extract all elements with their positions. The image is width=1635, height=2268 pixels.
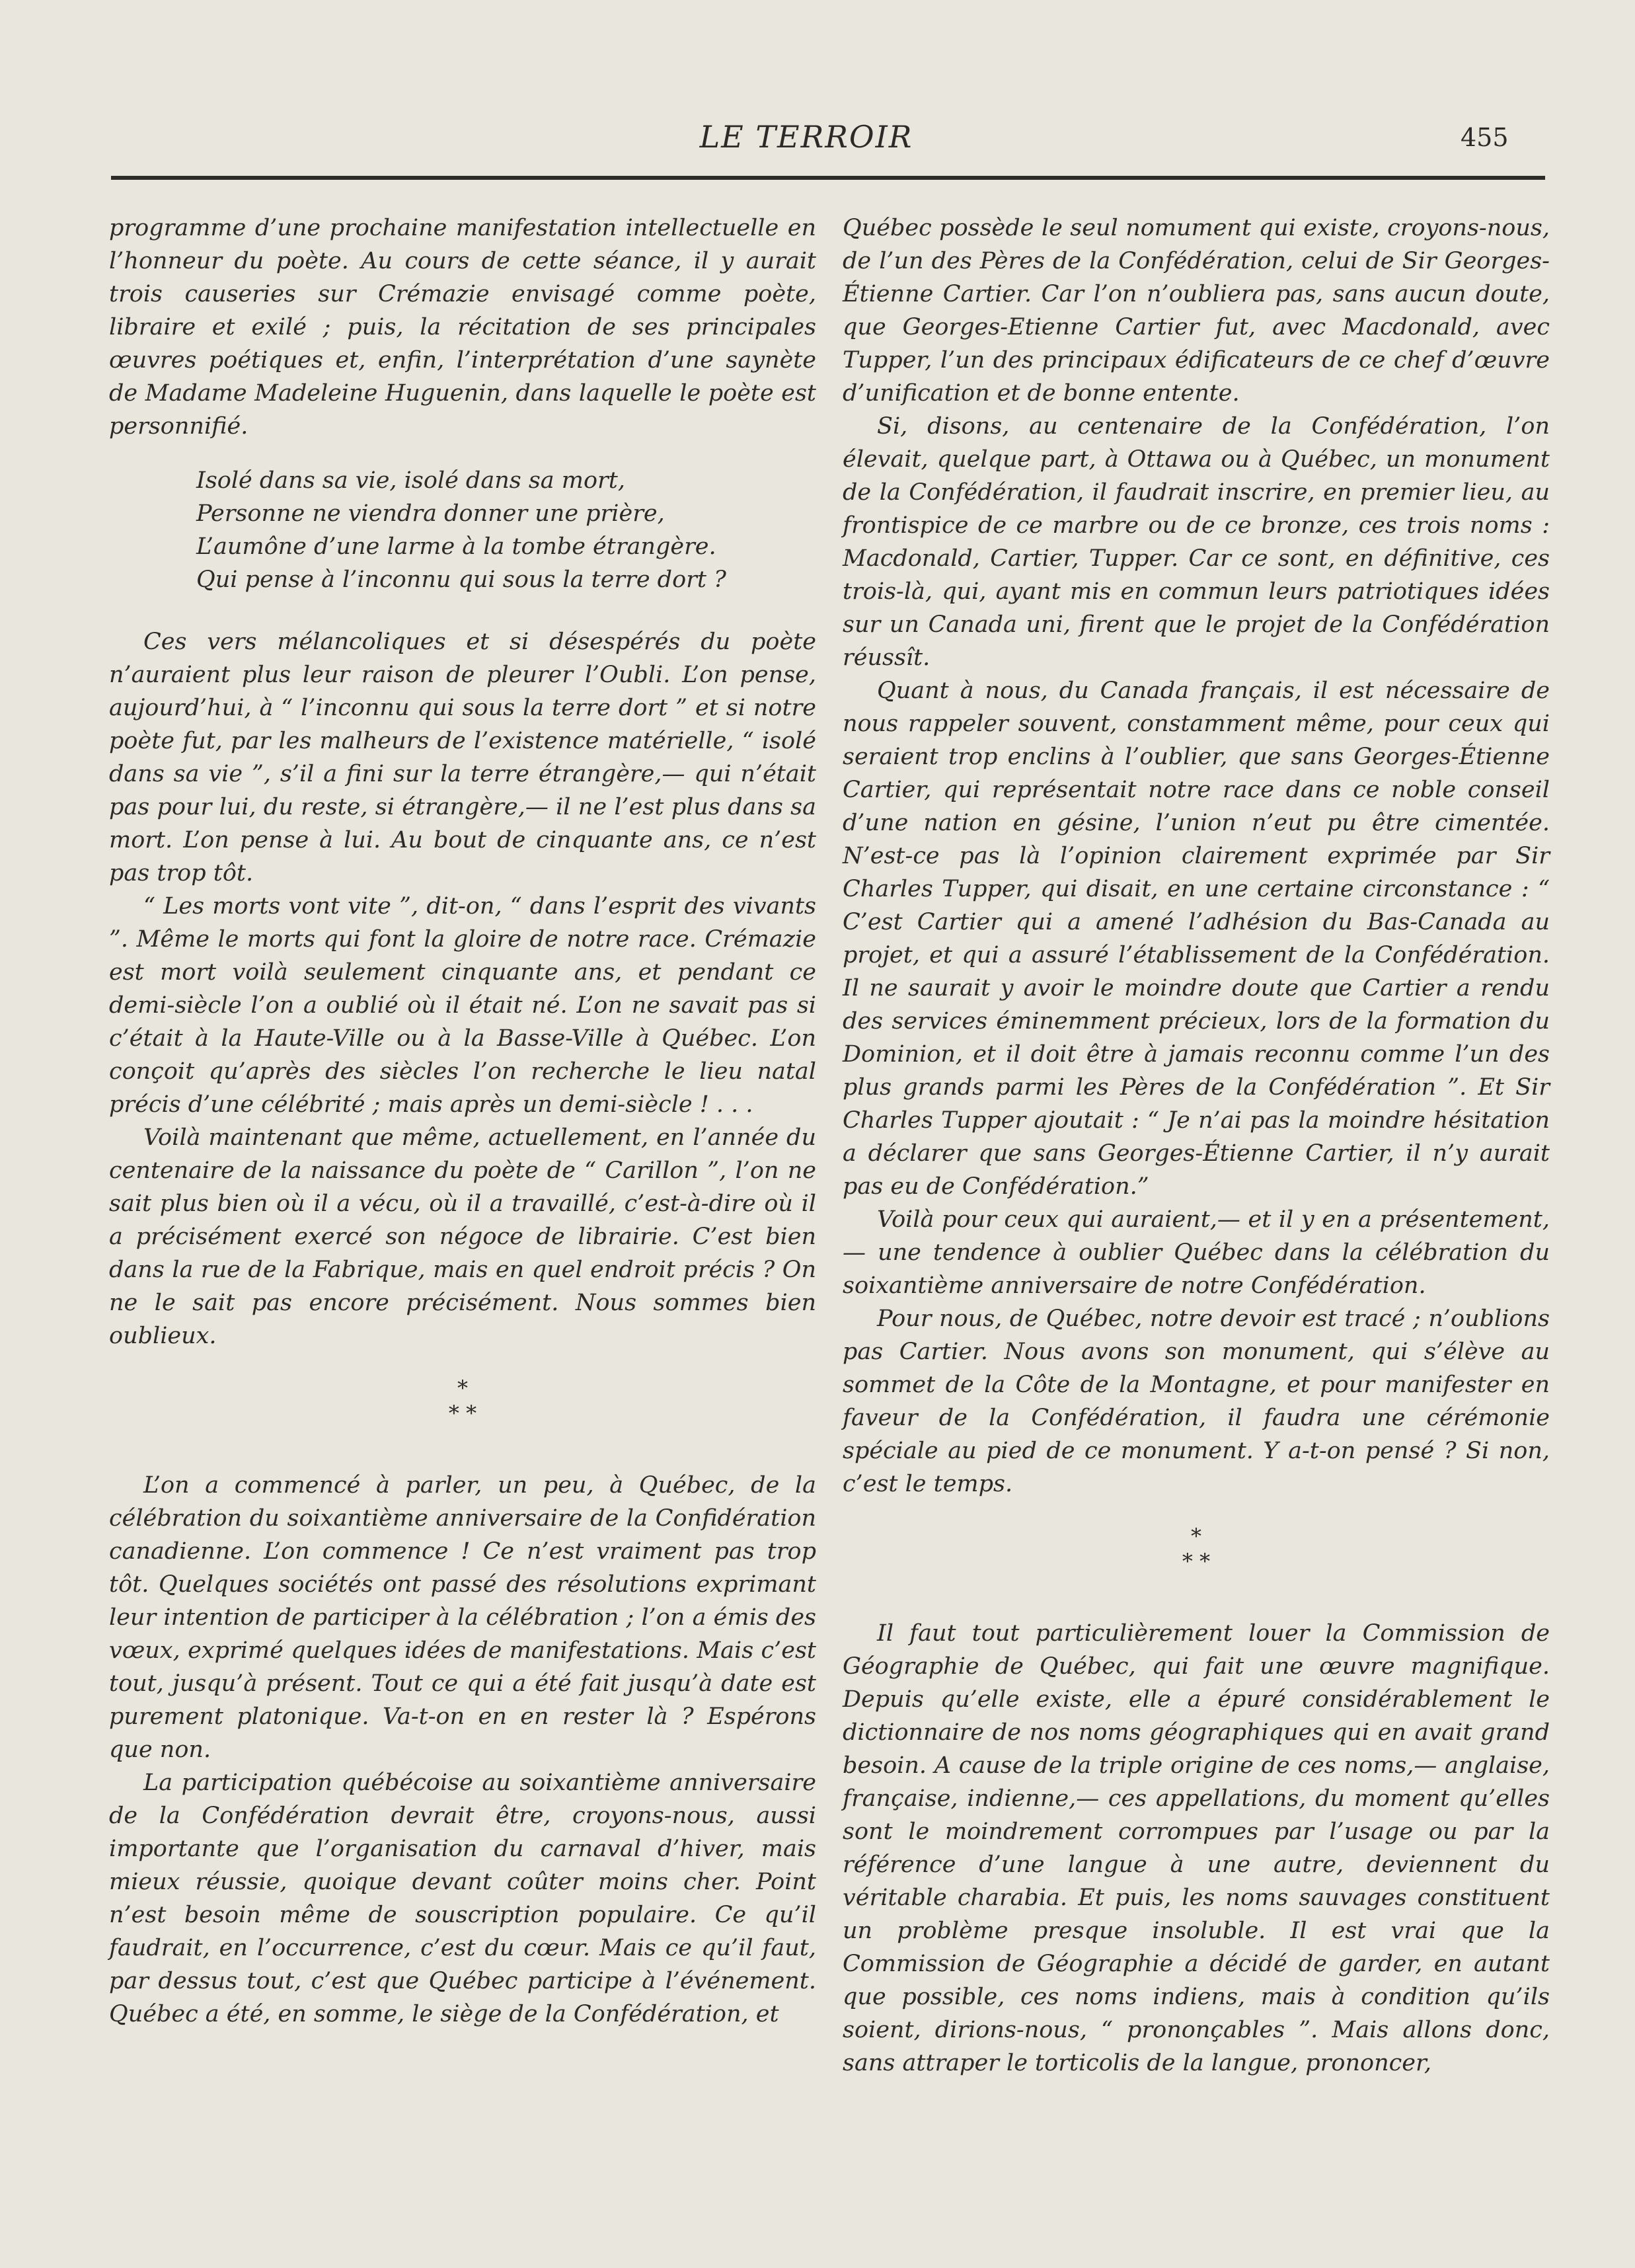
paragraph: Si, disons, au centenaire de la Confédération, l’on élevait, quelque part, à Ottawa ou à Québec, un monument de la Confédération, il faudrait inscrire, en premier lieu, au frontispice de ce marbre ou de ce bronze, ces trois noms : Macdonald, Cartier, Tupper. Car ce sont, en définitive, ces trois-là, qui, ayant mis en commun leurs patriotiques idées sur un Canada uni, firent que le projet de la Confédération réussît. <box>843 413 1550 671</box>
separator-asterisk: * <box>457 1376 468 1401</box>
poem-line: Isolé dans sa vie, isolé dans sa mort, <box>196 467 625 494</box>
paragraph: Voilà pour ceux qui auraient,— et il y en a présentement,— une tendence à oublier Québec dans la célébration du soixantième anniversaire de notre Confédération. <box>843 1206 1550 1299</box>
separator-asterisks: * * <box>448 1401 477 1426</box>
page-number: 455 <box>1461 123 1509 152</box>
poem-line: L’aumône d’une larme à la tombe étrangère. <box>196 533 716 560</box>
paragraph: Il faut tout particulièrement louer la Commission de Géographie de Québec, qui fait une œuvre magnifique. Depuis qu’elle existe, elle a épuré considérablement le dictionnaire de nos noms géographiques qui en avait grand besoin. A cause de la triple origine de ces noms,— anglaise, française, indienne,— ces appellations, du moment qu’elles sont le moindrement corrompues par l’usage ou par la référence d’une langue à une autre, deviennent du véritable charabia. Et puis, les noms sauvages constituent un problème presque insoluble. Il est vrai que la Commission de Géographie a décidé de garder, en autant que possible, ces noms indiens, mais à condition qu’ils soient, dirions-nous, “ prononçables ”. Mais allons donc, sans attraper le torticolis de la langue, prononcer, <box>843 1620 1550 2076</box>
right-column <box>843 212 1550 2080</box>
running-head <box>0 112 1635 165</box>
section-separator <box>843 1524 1550 1575</box>
paragraph: L’on a commencé à parler, un peu, à Québec, de la célébration du soixantième anniversaire de la Confidération canadienne. L’on commence ! Ce n’est vraiment pas trop tôt. Quelques sociétés ont passé des résolutions exprimant leur intention de participer à la célébration ; l’on a émis des vœux, exprimé quelques idées de manifestations. Mais c’est tout, jusqu’à présent. Tout ce qui a été fait jusqu’à date est purement platonique. Va-t-on en en rester là ? Espérons que non. <box>109 1472 816 1763</box>
paragraph: Quant à nous, du Canada français, il est nécessaire de nous rappeler souvent, constamment même, pour ceux qui seraient trop enclins à l’oublier, que sans Georges-Étienne Cartier, qui représentait notre race dans ce noble conseil d’une nation en gésine, l’union n’eut pu être cimentée. N’est-ce pas là l’opinion clairement exprimée par Sir Charles Tupper, qui disait, en une certaine circonstance : “ C’est Cartier qui a amené l’adhésion du Bas-Canada au projet, et qui a assuré l’établissement de la Confédération. Il ne saurait y avoir le moindre doute que Cartier a rendu des services éminemment précieux, lors de la formation du Dominion, et il doit être à jamais reconnu comme l’un des plus grands parmi les Pères de la Confédération ”. Et Sir Charles Tupper ajoutait : “ Je n’ai pas la moindre hésitation a déclarer que sans Georges-Étienne Cartier, il n’y aurait pas eu de Confédération.” <box>843 678 1550 1200</box>
paragraph: Ces vers mélancoliques et si désespérés du poète n’auraient plus leur raison de pleurer l’Oubli. L’on pense, aujourd’hui, à “ l’inconnu qui sous la terre dort ” et si notre poète fut, par les malheurs de l’existence matérielle, “ isolé dans sa vie ”, s’il a fini sur la terre étrangère,— qui n’était pas pour lui, du reste, si étrangère,— il ne l’est plus dans sa mort. L’on pense à lui. Au bout de cinquante ans, ce n’est pas trop tôt. <box>109 629 816 886</box>
section-separator <box>109 1376 816 1427</box>
header-rule <box>111 176 1545 180</box>
poem-line: Personne ne viendra donner une prière, <box>196 500 665 527</box>
paragraph: Voilà maintenant que même, actuellement, en l’année du centenaire de la naissance du poète de “ Carillon ”, l’on ne sait plus bien où il a vécu, où il a travaillé, c’est-à-dire où il a précisément exercé son négoce de librairie. C’est bien dans la rue de la Fabrique, mais en quel endroit précis ? On ne le sait pas encore précisément. Nous sommes bien oublieux. <box>109 1124 816 1349</box>
paragraph: “ Les morts vont vite ”, dit-on, “ dans l’esprit des vivants ”. Même le morts qui font la gloire de notre race. Crémazie est mort voilà seulement cinquante ans, et pendant ce demi-siècle l’on a oublié où il était né. L’on ne savait pas si c’était à la Haute-Ville ou à la Basse-Ville à Québec. L’on conçoit qu’après des siècles l’on recherche le lieu natal précis d’une célébrité ; mais après un demi-siècle ! . . . <box>109 893 816 1118</box>
paragraph: programme d’une prochaine manifestation intellectuelle en l’honneur du poète. Au cours de cette séance, il y aurait trois causeries sur Crémazie envisagé comme poète, libraire et exilé ; puis, la récitation de ses principales œuvres poétiques et, enfin, l’interprétation d’une saynète de Madame Madeleine Huguenin, dans laquelle le poète est personnifié. <box>109 215 816 440</box>
running-title: LE TERROIR <box>699 119 913 155</box>
paragraph: Pour nous, de Québec, notre devoir est tracé ; n’oublions pas Cartier. Nous avons son monument, qui s’élève au sommet de la Côte de la Montagne, et pour manifester en faveur de la Confédération, il faudra une cérémonie spéciale au pied de ce monument. Y a-t-on pensé ? Si non, c’est le temps. <box>843 1306 1550 1497</box>
separator-asterisks: * * <box>1182 1549 1211 1574</box>
poem-stanza <box>196 464 816 596</box>
paragraph: La participation québécoise au soixantième anniversaire de la Confédération devrait être, croyons-nous, aussi importante que l’organisation du carnaval d’hiver, mais mieux réussie, quoique devant coûter moins cher. Point n’est besoin même de souscription populaire. Ce qu’il faudrait, en l’occurrence, c’est du cœur. Mais ce qu’il faut, par dessus tout, c’est que Québec participe à l’événement. Québec a été, en somme, le siège de la Confédération, et <box>109 1770 816 2027</box>
left-column <box>109 212 816 2031</box>
poem-line: Qui pense à l’inconnu qui sous la terre dort ? <box>196 567 726 593</box>
paragraph: Québec possède le seul nomument qui existe, croyons-nous, de l’un des Pères de la Confédération, celui de Sir Georges-Étienne Cartier. Car l’on n’oubliera pas, sans aucun doute, que Georges-Etienne Cartier fut, avec Macdonald, avec Tupper, l’un des principaux édificateurs de ce chef d’œuvre d’unification et de bonne entente. <box>843 215 1550 407</box>
separator-asterisk: * <box>1191 1524 1201 1549</box>
